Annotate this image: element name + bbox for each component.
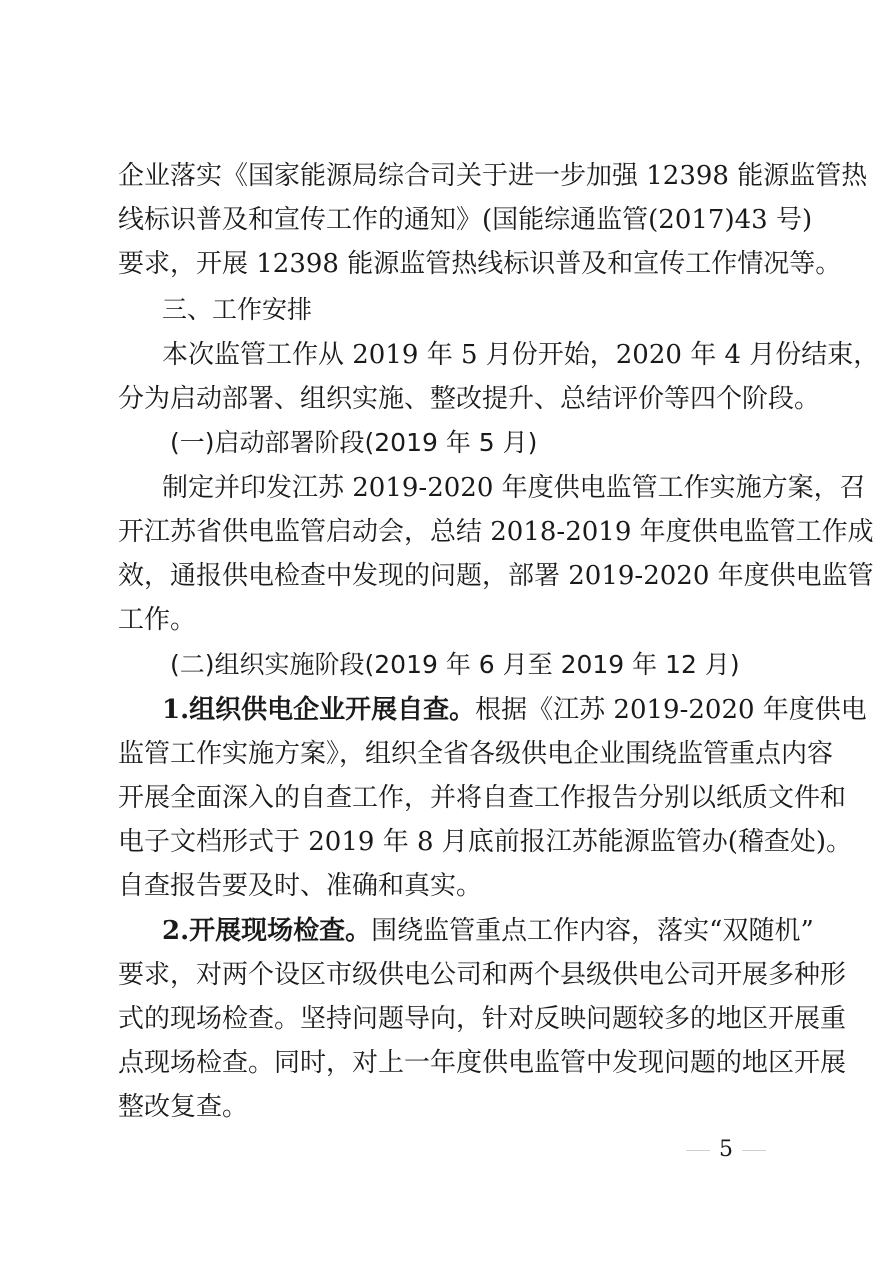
section-heading: 三、工作安排 xyxy=(162,295,313,324)
paragraph-line: 企业落实《国家能源局综合司关于进一步加强 12398 能源监管热 xyxy=(118,161,868,191)
item-text: 根据《江苏 2019-2020 年度供电 xyxy=(475,695,867,725)
page-number: 5 xyxy=(686,1136,766,1164)
paragraph-line: 自查报告要及时、准确和真实。 xyxy=(118,871,483,901)
item-text: 围绕监管重点工作内容，落实“双随机” xyxy=(371,916,814,946)
paragraph-line: 线标识普及和宣传工作的通知》(国能综通监管(2017)43 号) xyxy=(118,205,813,235)
paragraph-line xyxy=(162,690,867,730)
paragraph-line: 整改复查。 xyxy=(118,1092,249,1122)
paragraph-line: 效，通报供电检查中发现的问题，部署 2019-2020 年度供电监管 xyxy=(118,561,874,591)
paragraph-line: 电子文档形式于 2019 年 8 月底前报江苏能源监管办(稽查处)。 xyxy=(118,827,853,857)
paragraph-line: 要求，开展 12398 能源监管热线标识普及和宣传工作情况等。 xyxy=(118,249,842,279)
paragraph-line: 工作。 xyxy=(118,605,197,635)
paragraph-line: 要求，对两个设区市级供电公司和两个县级供电公司开展多种形 xyxy=(118,960,847,990)
paragraph-line xyxy=(162,911,814,951)
paragraph-line: 式的现场检查。坚持问题导向，针对反映问题较多的地区开展重 xyxy=(118,1004,847,1034)
subsection-heading: (二)组织实施阶段(2019 年 6 月至 2019 年 12 月) xyxy=(170,650,740,679)
item-lead: 1.组织供电企业开展自查。 xyxy=(162,695,476,725)
item-lead: 2.开展现场检查。 xyxy=(162,916,372,946)
paragraph-line: 本次监管工作从 2019 年 5 月份开始，2020 年 4 月份结束， xyxy=(162,340,880,370)
paragraph-line: 分为启动部署、组织实施、整改提升、总结评价等四个阶段。 xyxy=(118,384,821,414)
subsection-heading: (一)启动部署阶段(2019 年 5 月) xyxy=(170,428,538,457)
paragraph-line: 监管工作实施方案》，组织全省各级供电企业围绕监管重点内容 xyxy=(118,739,834,769)
paragraph-line: 制定并印发江苏 2019-2020 年度供电监管工作实施方案，召 xyxy=(162,473,866,503)
paragraph-line: 开江苏省供电监管启动会，总结 2018-2019 年度供电监管工作成 xyxy=(118,517,874,547)
paragraph-line: 点现场检查。同时，对上一年度供电监管中发现问题的地区开展 xyxy=(118,1048,847,1078)
paragraph-line: 开展全面深入的自查工作，并将自查工作报告分别以纸质文件和 xyxy=(118,783,847,813)
